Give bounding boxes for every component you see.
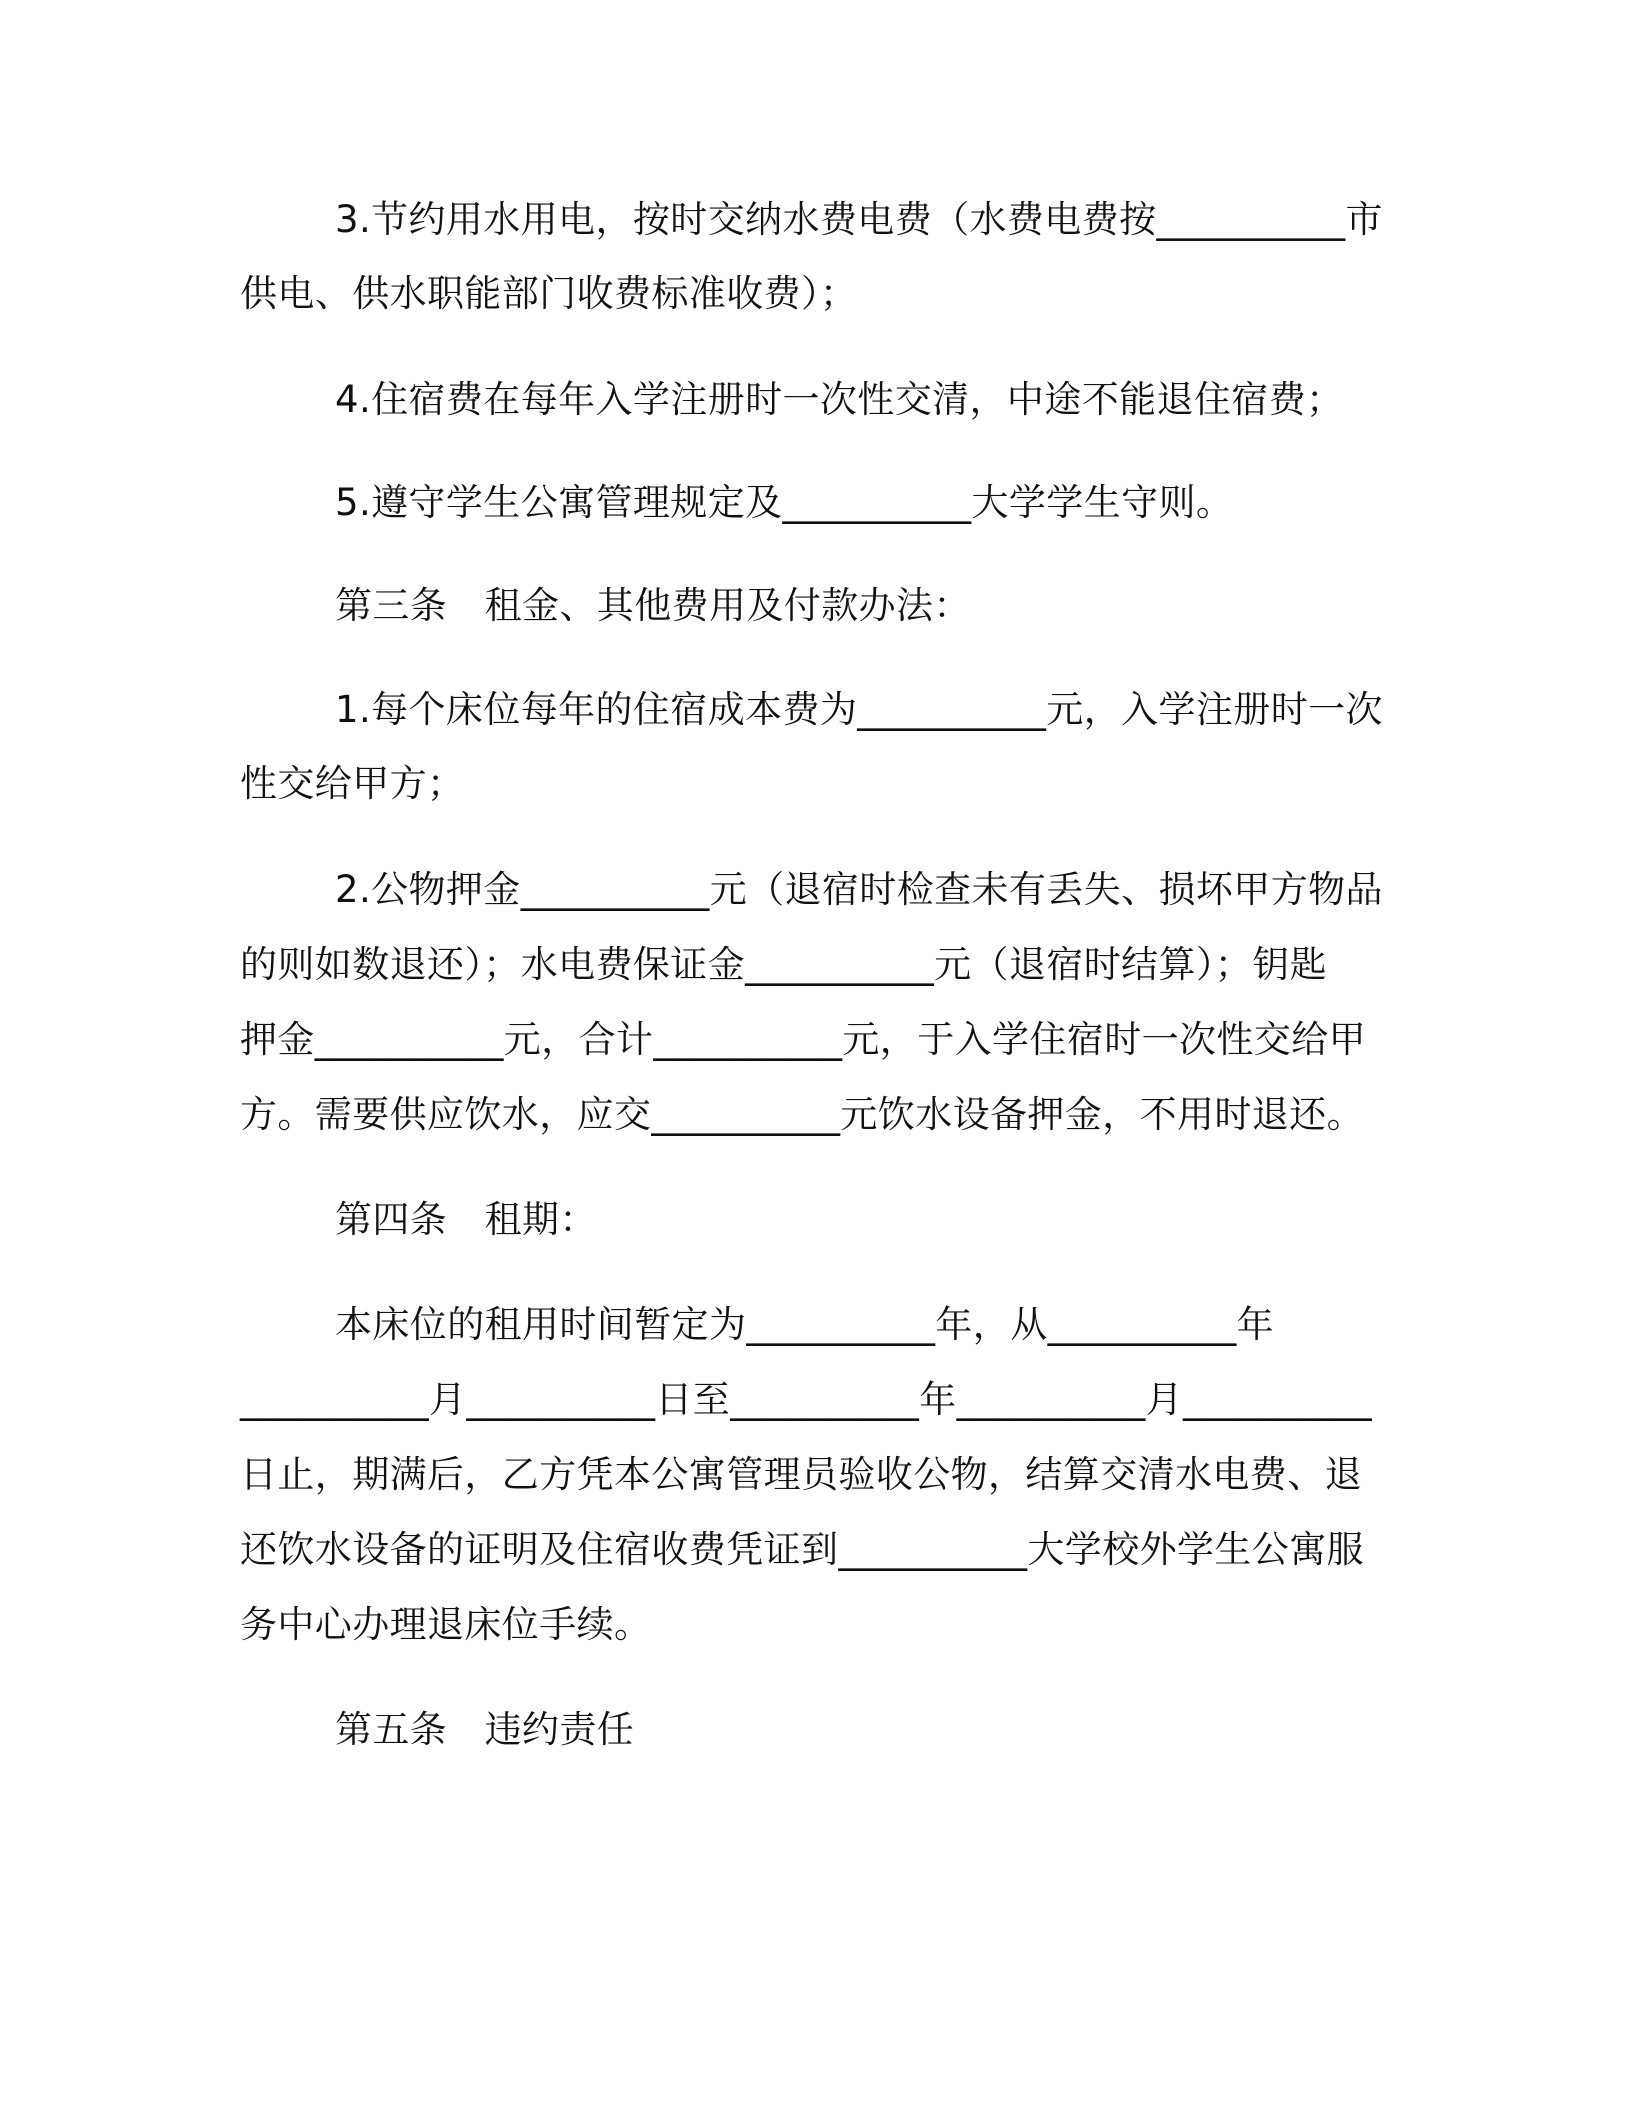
clause-4-text-line-5: 务中心办理退床位手续。 [240,1603,652,1646]
clause-2-item-5: 5.遵守学生公寓管理规定及__________大学学生守则。 [335,481,1234,524]
clause-3-item-2-line-1: 2.公物押金__________元（退宿时检查未有丢失、损坏甲方物品 [335,868,1383,911]
clause-3-item-2-line-2: 的则如数退还）；水电费保证金__________元（退宿时结算）；钥匙 [240,943,1327,986]
clause-4-text-line-3: 日止，期满后，乙方凭本公寓管理员验收公物，结算交清水电费、退 [240,1453,1362,1496]
clause-4-text-line-2: __________月__________日至__________年__________月__________ [240,1378,1372,1421]
clause-2-item-3-line-2: 供电、供水职能部门收费标准收费）； [240,272,858,315]
clause-3-item-2-line-4: 方。需要供应饮水，应交__________元饮水设备押金，不用时退还。 [240,1093,1364,1136]
clause-3-item-1-line-1: 1.每个床位每年的住宿成本费为__________元，入学注册时一次 [335,688,1383,731]
clause-3-item-2-line-3: 押金__________元，合计__________元，于入学住宿时一次性交给甲 [240,1018,1366,1061]
clause-3-item-1-line-2: 性交给甲方； [240,762,465,805]
clause-2-item-3-line-1: 3.节约用水用电，按时交纳水费电费（水费电费按__________市 [335,198,1383,241]
clause-3-heading: 第三条 租金、其他费用及付款办法： [335,584,971,627]
clause-4-heading: 第四条 租期： [335,1198,597,1241]
clause-5-heading: 第五条 违约责任 [335,1708,635,1751]
clause-4-text-line-4: 还饮水设备的证明及住宿收费凭证到__________大学校外学生公寓服 [240,1528,1364,1571]
clause-2-item-4: 4.住宿费在每年入学注册时一次性交清，中途不能退住宿费； [335,378,1344,421]
clause-4-text-line-1: 本床位的租用时间暂定为__________年，从__________年 [335,1303,1274,1346]
